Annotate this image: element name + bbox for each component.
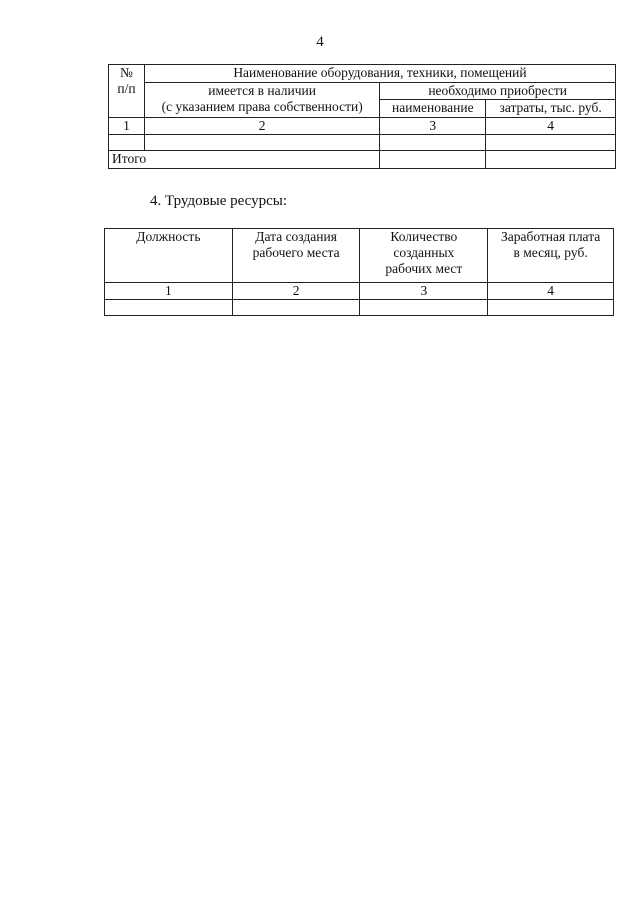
empty-cell xyxy=(109,135,145,151)
col-number-4: 4 xyxy=(488,283,614,300)
header-jobs-count: Количество созданных рабочих мест xyxy=(360,229,488,283)
col-number-1: 1 xyxy=(109,118,145,135)
col-number-1: 1 xyxy=(105,283,233,300)
page-number: 4 xyxy=(316,34,324,50)
col-number-2: 2 xyxy=(144,118,379,135)
empty-cell xyxy=(232,300,360,316)
header-cost: затраты, тыс. руб. xyxy=(486,100,616,118)
col-number-3: 3 xyxy=(380,118,486,135)
empty-cell xyxy=(380,135,486,151)
header-available: имеется в наличии (с указанием права собственности) xyxy=(144,83,379,118)
header-number: № п/п xyxy=(109,65,145,118)
col-number-4: 4 xyxy=(486,118,616,135)
header-to-buy: необходимо приобрести xyxy=(380,83,616,100)
col-number-2: 2 xyxy=(232,283,360,300)
col-number-3: 3 xyxy=(360,283,488,300)
labor-table xyxy=(104,228,614,316)
empty-cell xyxy=(486,151,616,169)
header-equipment-group: Наименование оборудования, техники, помещений xyxy=(144,65,615,83)
equipment-table xyxy=(108,64,616,169)
total-label: Итого xyxy=(109,151,380,169)
empty-cell xyxy=(144,135,379,151)
section-heading: 4. Трудовые ресурсы: xyxy=(150,193,288,209)
header-position: Должность xyxy=(105,229,233,283)
empty-cell xyxy=(105,300,233,316)
empty-cell xyxy=(360,300,488,316)
empty-cell xyxy=(380,151,486,169)
header-salary: Заработная плата в месяц, руб. xyxy=(488,229,614,283)
empty-cell xyxy=(488,300,614,316)
empty-cell xyxy=(486,135,616,151)
header-name: наименование xyxy=(380,100,486,118)
header-creation-date: Дата создания рабочего места xyxy=(232,229,360,283)
